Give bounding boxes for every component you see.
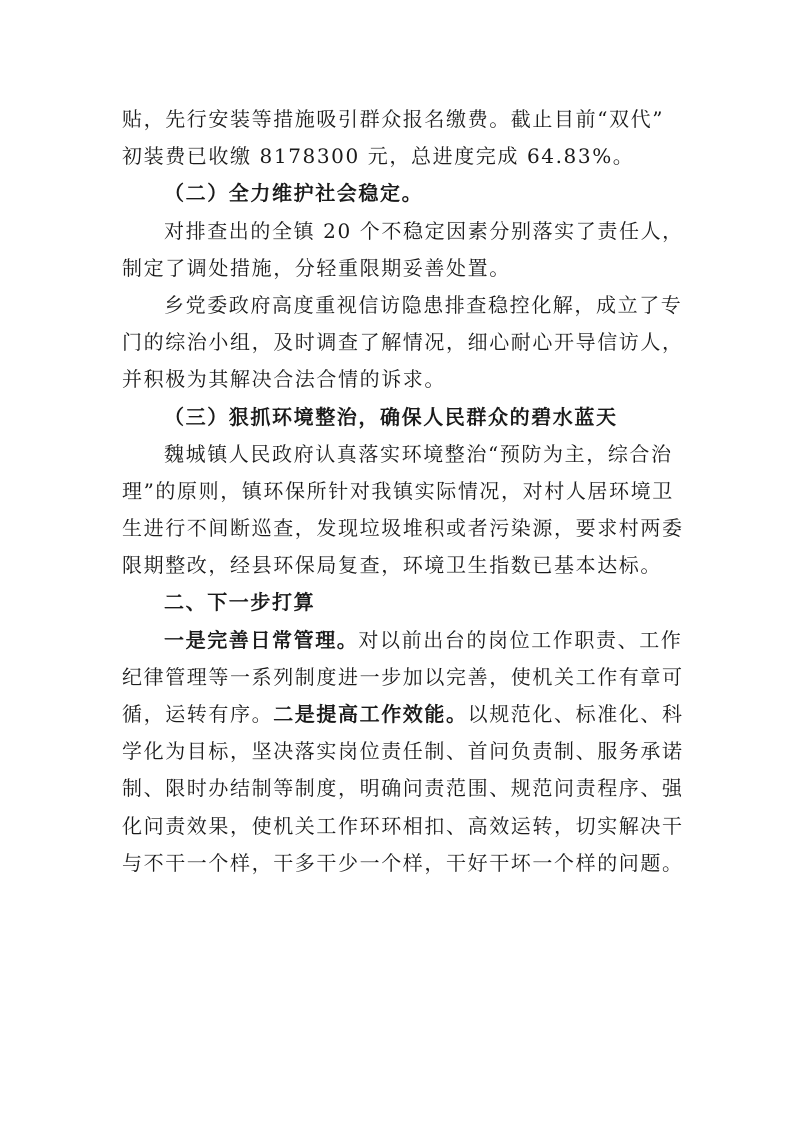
text-line: 与不干一个样，干多干少一个样，干好干坏一个样的问题。 (122, 850, 684, 875)
text-line: 化问责效果，使机关工作环环相扣、高效运转，切实解决干 (122, 813, 684, 838)
text-line: 学化为目标，坚决落实岗位责任制、首问负责制、服务承诺 (122, 739, 684, 764)
text-line (122, 697, 688, 734)
text-span: 循，运转有序。 (122, 702, 274, 726)
text-line: 制、限时办结制等制度，明确问责范围、规范问责程序、强 (122, 776, 684, 801)
section-subheading: （二）全力维护社会稳定。 (164, 181, 424, 206)
text-line: 贴，先行安装等措施吸引群众报名缴费。截止目前“双代” (122, 107, 665, 131)
text-line: 初装费已收缴 8178300 元，总进度完成 64.83%。 (122, 144, 635, 169)
text-line: 乡党委政府高度重视信访隐患排查稳控化解，成立了专 (164, 292, 683, 317)
bold-phrase: 二是提高工作效能。 (273, 702, 468, 726)
bold-phrase: 一是完善日常管理。 (164, 627, 359, 652)
document-page (122, 102, 688, 883)
text-line: 门的综治小组，及时调查了解情况，细心耐心开导信访人， (122, 330, 684, 355)
text-line: 制定了调处措施，分轻重限期妥善处置。 (122, 255, 511, 280)
text-line: 并积极为其解决合法合情的诉求。 (122, 367, 446, 392)
text-span: 以规范化、标准化、科 (467, 702, 684, 726)
text-line: 生进行不间断巡查，发现垃圾堆积或者污染源，要求村两委 (122, 516, 684, 541)
section-heading: 二、下一步打算 (164, 590, 316, 615)
text-line: 对排查出的全镇 20 个不稳定因素分别落实了责任人， (164, 218, 684, 243)
section-subheading: （三）狠抓环境整治，确保人民群众的碧水蓝天 (164, 404, 618, 429)
text-line (122, 623, 688, 660)
text-line: 理”的原则，镇环保所针对我镇实际情况，对村人居环境卫 (122, 478, 674, 503)
text-line: 限期整改，经县环保局复查，环境卫生指数已基本达标。 (122, 553, 662, 578)
text-span: 对以前出台的岗位工作职责、工作 (358, 627, 683, 652)
text-line: 魏城镇人民政府认真落实环境整治“预防为主，综合治 (164, 441, 673, 466)
text-line: 纪律管理等一系列制度进一步加以完善，使机关工作有章可 (122, 664, 684, 689)
